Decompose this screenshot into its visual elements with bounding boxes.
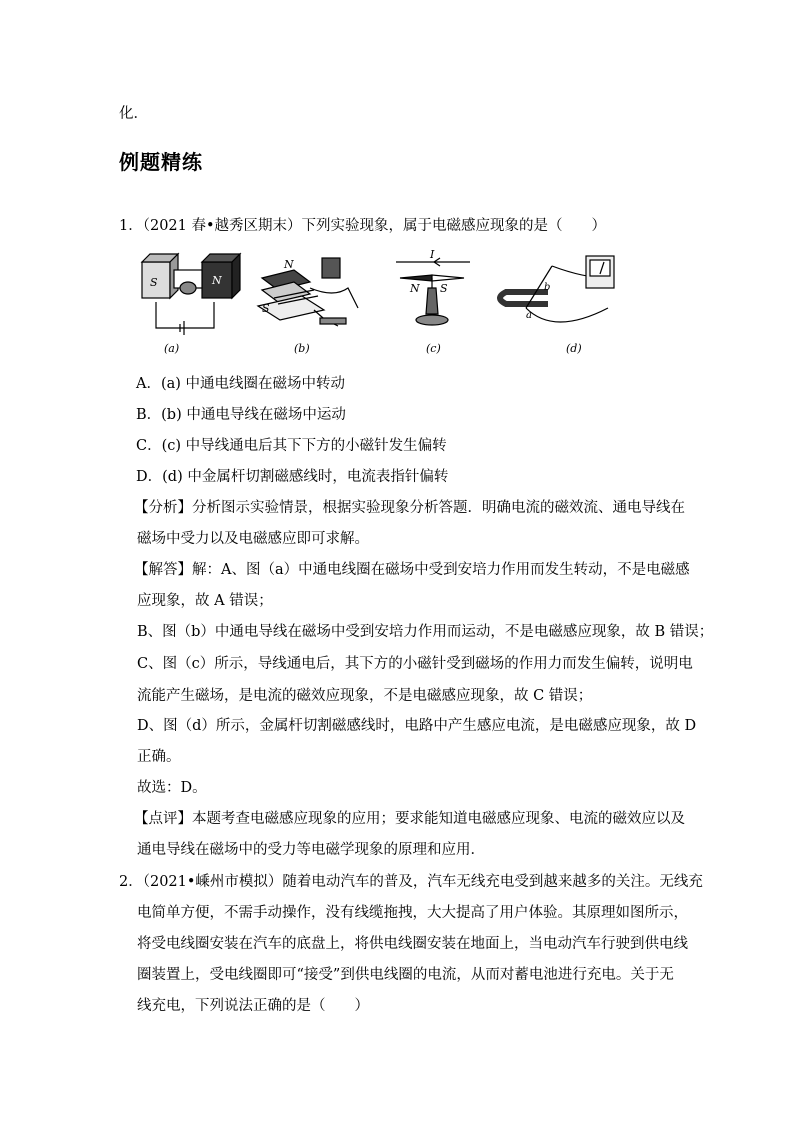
q1-solution-line2: 应现象，故 A 错误； (137, 593, 273, 609)
q1-option-a: A．(a) 中通电线圈在磁场中转动 (136, 376, 346, 392)
caption-c: (c) (426, 342, 441, 355)
q1-solution-line7: 正确。 (137, 749, 181, 765)
fig-a-label-s: S (150, 276, 158, 289)
caption-b: (b) (294, 342, 310, 355)
q1-solution-line4: C、图（c）所示，导线通电后，其下方的小磁针受到磁场的作用力而发生偏转，说明电 (137, 656, 693, 672)
q1-solution-line1: 【解答】解：A、图（a）中通电线圈在磁场中受到安培力作用而发生转动，不是电磁感 (134, 562, 690, 578)
q2-line3: 将受电线圈安装在汽车的底盘上，将供电线圈安装在地面上，当电动汽车行驶到供电线 (137, 936, 688, 952)
q1-analysis-line2: 磁场中受力以及电磁感应即可求解。 (137, 531, 369, 547)
fig-b-label-s: S (262, 302, 270, 315)
figure-c (396, 258, 470, 325)
fig-d-label-a: a (526, 310, 532, 321)
q2-line2: 电简单方便，不需手动操作，没有线缆拖拽，大大提高了用户体验。其原理如图所示， (137, 905, 688, 921)
caption-a: (a) (164, 342, 180, 355)
top-fragment: 化． (119, 106, 148, 122)
section-title: 例题精练 (119, 150, 203, 174)
q1-figure-strip (134, 248, 624, 360)
figure-a (142, 254, 240, 335)
fig-c-label-s: S (440, 282, 448, 295)
q2-line5: 线充电，下列说法正确的是（ ） (137, 998, 369, 1014)
q1-option-d: D．(d) 中金属杆切割磁感线时，电流表指针偏转 (136, 469, 449, 485)
q1-figures-svg (134, 248, 624, 360)
q1-option-c: C．(c) 中导线通电后其下下方的小磁针发生偏转 (136, 438, 447, 454)
fig-c-label-n: N (410, 282, 420, 295)
q1-option-b: B．(b) 中通电导线在磁场中运动 (136, 407, 346, 423)
q1-stem: 1．（2021 春•越秀区期末）下列实验现象，属于电磁感应现象的是（ ） (119, 218, 607, 234)
fig-c-label-i: I (430, 248, 435, 261)
q2-line4: 圈装置上，受电线圈即可“接受”到供电线圈的电流，从而对蓄电池进行充电。关于无 (137, 967, 674, 983)
caption-d: (d) (566, 342, 582, 355)
q2-line1: 2．（2021•嵊州市模拟）随着电动汽车的普及，汽车无线充电受到越来越多的关注。无线充 (119, 874, 703, 890)
q1-comment-line2: 通电导线在磁场中的受力等电磁学现象的原理和应用． (137, 842, 485, 858)
q1-solution-line8: 故选：D。 (137, 780, 207, 796)
fig-a-label-n: N (212, 274, 222, 287)
figure-b (258, 258, 358, 326)
q1-solution-line5: 流能产生磁场，是电流的磁效应现象，不是电磁感应现象，故 C 错误； (137, 688, 593, 704)
fig-d-label-b: b (544, 282, 551, 293)
figure-d (500, 256, 614, 322)
q1-comment-line1: 【点评】本题考查电磁感应现象的应用；要求能知道电磁感应现象、电流的磁效应以及 (134, 811, 685, 827)
q1-solution-line6: D、图（d）所示，金属杆切割磁感线时，电路中产生感应电流，是电磁感应现象，故 D (137, 718, 697, 734)
q1-solution-line3: B、图（b）中通电导线在磁场中受到安培力作用而运动，不是电磁感应现象，故 B 错误； (137, 624, 714, 640)
q1-analysis-line1: 【分析】分析图示实验情景，根据实验现象分析答题．明确电流的磁效流、通电导线在 (134, 500, 685, 516)
fig-b-label-n: N (284, 258, 294, 271)
